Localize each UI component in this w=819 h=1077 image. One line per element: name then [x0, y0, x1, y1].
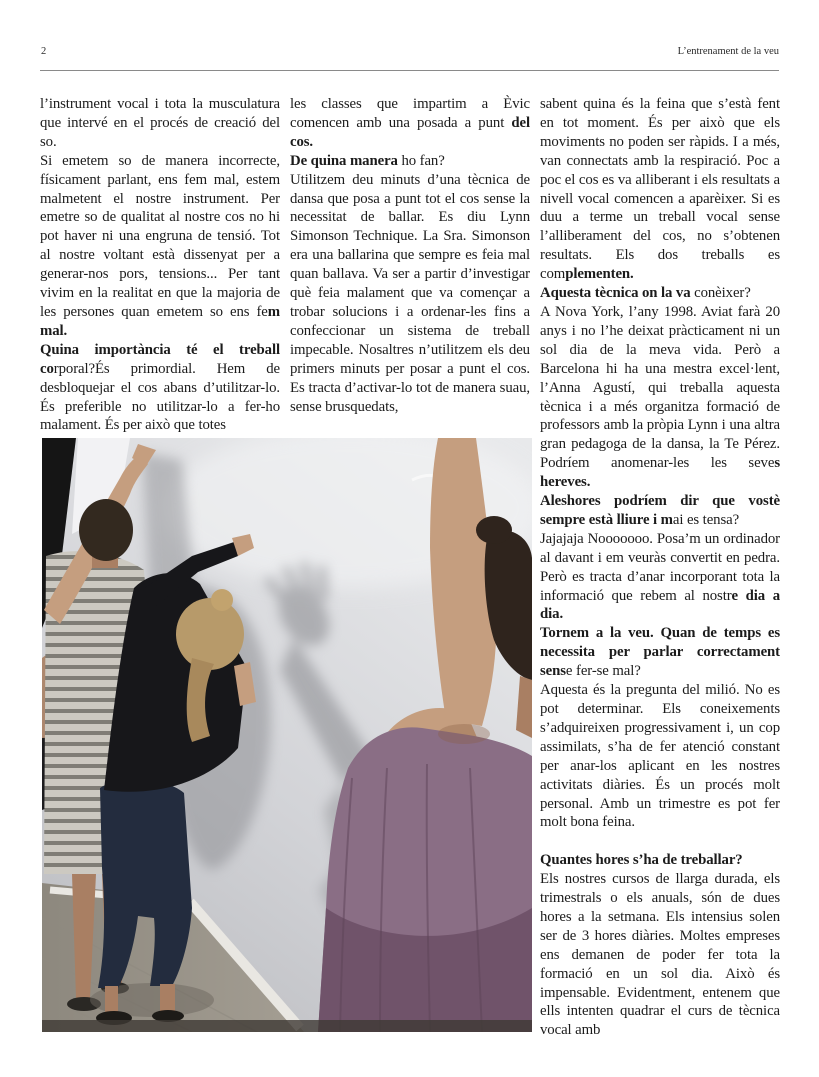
text-segment: l’instrument vocal i tota la musculatura que intervé en el procés de creació del so. — [40, 96, 280, 150]
paragraph — [540, 530, 780, 625]
text-segment: del cos. — [290, 114, 530, 150]
paragraph — [290, 171, 530, 417]
paragraph — [540, 681, 780, 832]
paragraph — [290, 95, 530, 152]
paragraph — [540, 303, 780, 492]
text-segment: Quantes hores s’ha de treballar? — [540, 852, 743, 869]
text-segment: rporal?És primordial. Hem de desbloquejar el cos abans d’utilitzar-lo. És preferible no utilitzar-lo a fer-ho malament. És per això que totes — [40, 360, 280, 434]
paragraph — [540, 284, 780, 303]
text-segment: e fer-se mal? — [565, 663, 641, 680]
paragraph — [40, 95, 280, 152]
text-segment: plementen. — [565, 266, 634, 283]
paragraph — [540, 624, 780, 681]
text-segment: Aquesta és la pregunta del milió. No es pot determinar. Els coneixements s’adquireixen progressivament i, un cop assimilats, s’ha de fer atenció constant per anar-los aplicant en les nostres activitats diàries. És un procés molt personal. Amb un trimestre es pot fer molt bona feina. — [540, 682, 780, 831]
class-photo-illustration — [42, 438, 532, 1032]
text-segment: ho fan? — [397, 152, 445, 169]
text-segment: e dia a dia. — [540, 587, 780, 623]
paragraph — [540, 870, 780, 1040]
text-segment: Quina importància té el treball co — [40, 341, 280, 377]
text-segment: De quina manera — [290, 152, 398, 169]
text-segment: m mal. — [40, 303, 280, 339]
text-segment: Els nostres cursos de llarga durada, els trimestrals o els anuals, són de dues hores a la setmana. Els intensius solen ser de 3 hores diàries. Moltes empreses ens demanen de poder fer tota la formació en un sol dia. Això és impensable. Evidentment, entenem que ells intenten quadrar el curs de tècnica vocal amb — [540, 871, 780, 1039]
text-segment: A Nova York, l’any 1998. Aviat farà 20 anys i no l’he deixat pràcticament ni un sol dia de la meva vida. Però a Barcelona hi ha una mestra excel·lent, l’Anna Agustí, qui treballa aquesta tècnica i a més organitza formació de professors amb la pròpia Lynn i una altra gran pedagoga de la dansa, la Te Pérez. Podríem anomenar-les les seve — [540, 303, 780, 472]
paragraph — [40, 152, 280, 341]
text-segment: Aquesta tècnica on la va — [540, 285, 691, 302]
text-segment: les classes que impartim a Èvic comencen amb una posada a punt — [290, 96, 530, 131]
paragraph — [40, 341, 280, 435]
page-header — [41, 46, 779, 57]
text-segment: Utilitzem deu minuts d’una tècnica de dansa que posa a punt tot el cos sense la necessitat de ballar. Es diu Lynn Simonson Technique. La Sra. Simonson era una ballarina que sempre es feia mal quan ballava. Va ser a partir d’investigar què feia malament que va començar a trobar solucions i a ordenar-les fins a confeccionar un sistema de treball impecable. Nosaltres n’utilitzem els deu primers minuts per posar a punt el cos. Es tracta d’activar-lo tot de manera suau, sense brusquedats, — [290, 171, 530, 415]
column-2 — [290, 95, 530, 435]
paragraph — [290, 152, 530, 171]
text-segment: conèixer? — [690, 285, 751, 302]
header-rule — [40, 70, 779, 71]
paragraph — [540, 95, 780, 284]
text-segment: Si emetem so de manera incorrecte, físicament parlant, ens fem mal, estem malmetent el nostre instrument. Per emetre so de qualitat al nostre cos no hi pot haver ni una engruna de tensió. Tot al nostre voltant està dissenyat per a generar-nos pors, tensions... Per tant vivim en la realitat en que la majoria de les persones quan emetem so ens fe — [40, 152, 280, 320]
column-3 — [540, 95, 780, 1073]
running-title: L’entrenament de la veu — [677, 46, 779, 57]
text-segment: ai es tensa? — [672, 511, 740, 528]
text-segment: Aleshores podríem dir que vostè sempre està lliure i m — [540, 493, 780, 528]
photo-bottom-strip — [42, 1020, 532, 1032]
paragraph — [540, 492, 780, 530]
column-1 — [40, 95, 280, 435]
text-segment: Tornem a la veu. Quan de temps es necessita per parlar correctament sens — [540, 625, 780, 680]
text-segment: s hereves. — [540, 455, 780, 491]
text-segment: sabent quina és la feina que s’està fent en tot moment. És per això que els moviments no poden ser ràpids. I a més, van connectats amb la respiració. Poc a poc el cos es va alliberant i els resultats a nivell vocal comencen a aparèixer. Si es duu a terme un treball vocal sense l’alliberament del cos, no s’obtenen resultats. Els dos treballs es com — [540, 96, 780, 283]
text-segment: Jajajaja Nooooooo. Posa’m un ordinador al davant i em veuràs convertit en pedra. Però es tracta d’anar incorporant tota la informació que rebem al nostr — [540, 530, 780, 604]
paragraph — [540, 851, 780, 870]
page-number: 2 — [41, 46, 47, 57]
class-photo — [42, 438, 532, 1032]
